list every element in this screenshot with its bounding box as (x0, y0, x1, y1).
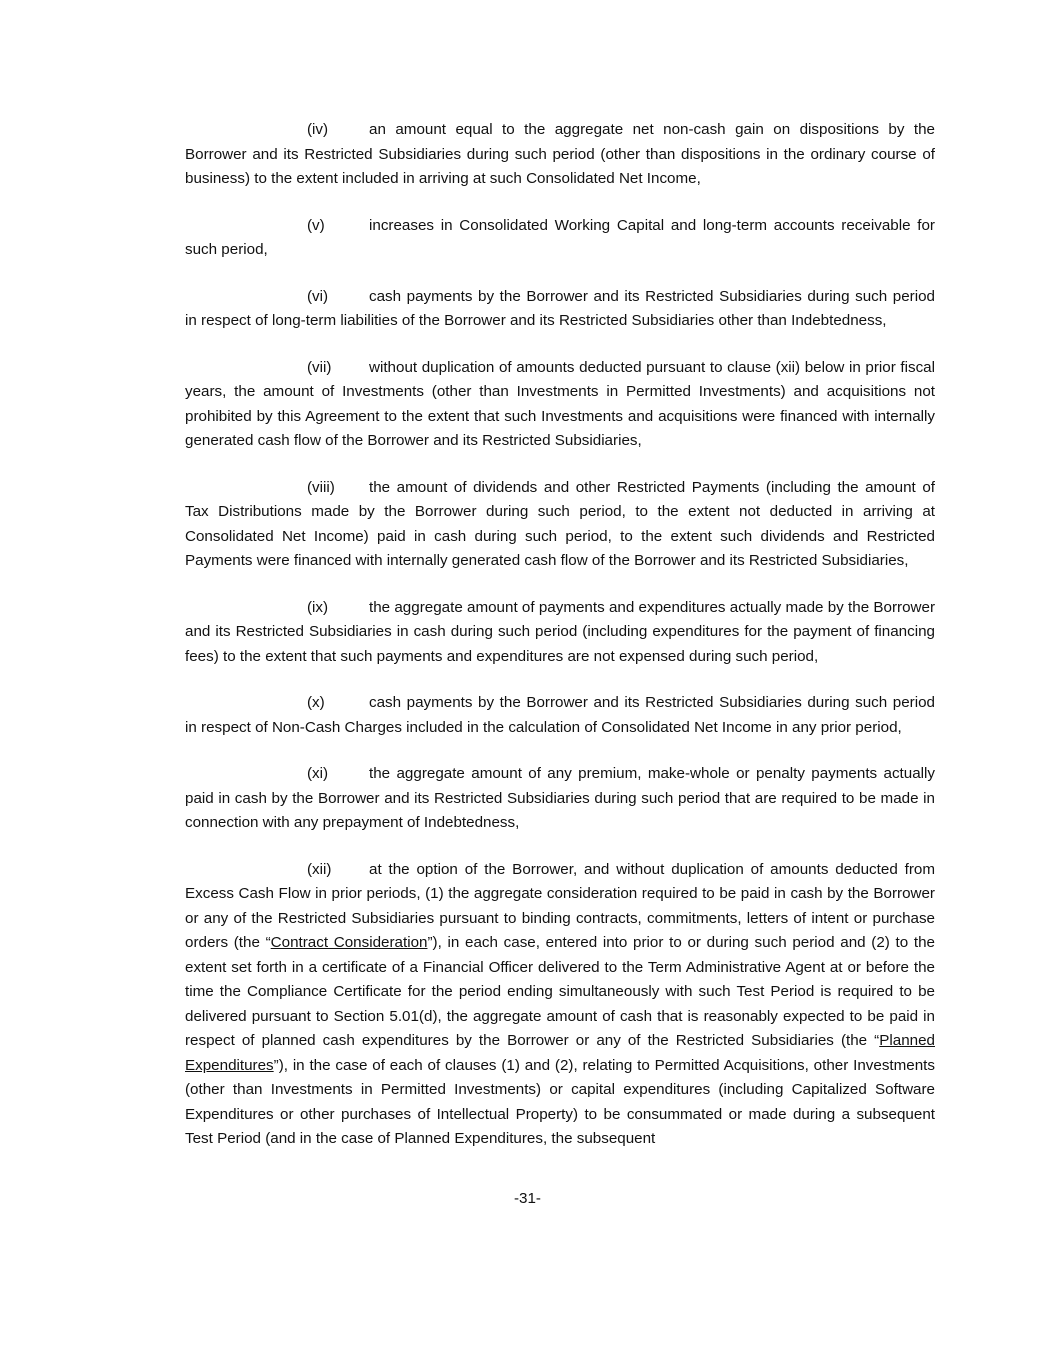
clause-paragraph (185, 476, 935, 574)
clause-marker: (ix) (307, 598, 329, 616)
clause-text: increases in Consolidated Working Capital and long-term accounts receivable for such period, (185, 216, 935, 258)
defined-term-planned-expenditures: Planned Expenditures (185, 1032, 935, 1074)
clause-text: the aggregate amount of payments and expenditures actually made by the Borrower and its Restricted Subsidiaries in cash during such period (including expenditures for the payment of financing fees) to the extent that such payments and expenditures are not expensed during such period, (185, 598, 935, 665)
clause-paragraph (185, 214, 935, 263)
clause-paragraph-xii (185, 858, 935, 1152)
clause-marker: (x) (307, 694, 325, 711)
clause-text-segment-2: ”), in each case, entered into prior to or during such period and (2) to the extent set forth in a certificate of a Financial Officer delivered to the Term Administrative Agent at or before the time the Compliance Certificate for the period ending simultaneously with such Test Period is required to be delivered pursuant to Section 5.01(d), the aggregate amount of cash that is reasonably expected to be paid in respect of planned cash expenditures by the Borrower or any of the Restricted Subsidiaries (the “ (185, 934, 935, 1049)
clause-paragraph (185, 356, 935, 454)
clause-text: the aggregate amount of any premium, make-whole or penalty payments actually paid in cash by the Borrower and its Restricted Subsidiaries during such period that are required to be made in connection with any prepayment of Indebtedness, (185, 765, 935, 831)
clause-marker: (vii) (307, 358, 332, 376)
clause-marker: (xi) (307, 765, 329, 782)
clause-text: without duplication of amounts deducted pursuant to clause (xii) below in prior fiscal years, the amount of Investments (other than Investments in Permitted Investments) and acquisitions not prohibited by this Agreement to the extent that such Investments and acquisitions were financed with internally generated cash flow of the Borrower and its Restricted Subsidiaries, (185, 358, 935, 449)
clause-text: an amount equal to the aggregate net non-cash gain on dispositions by the Borrower and its Restricted Subsidiaries during such period (other than dispositions in the ordinary course of business) to the extent included in arriving at such Consolidated Net Income, (185, 121, 935, 187)
clause-marker: (vi) (307, 287, 329, 305)
clause-text: cash payments by the Borrower and its Restricted Subsidiaries during such period in respect of long-term liabilities of the Borrower and its Restricted Subsidiaries other than Indebtedness, (185, 287, 935, 329)
clause-marker: (v) (307, 216, 325, 234)
clause-marker: (xii) (307, 860, 332, 878)
clause-marker: (iv) (307, 121, 329, 138)
clause-paragraph (185, 118, 935, 192)
clause-paragraph (185, 596, 935, 670)
clause-marker: (viii) (307, 478, 335, 496)
defined-term-contract-consideration: Contract Consideration (270, 934, 428, 951)
clause-text-segment-3: ”), in the case of each of clauses (1) and (2), relating to Permitted Acquisitions, other Investments (other than Investments in Permitted Investments) or capital expenditures (including Capitalized Software Expenditures or other purchases of Intellectual Property) to be consummated or made during a subsequent Test Period (and in the case of Planned Expenditures, the subsequent (185, 1056, 935, 1147)
clause-text: cash payments by the Borrower and its Restricted Subsidiaries during such period in respect of Non-Cash Charges included in the calculation of Consolidated Net Income in any prior period, (185, 694, 935, 736)
document-body (185, 118, 935, 1152)
page-number: -31- (513, 1190, 541, 1207)
clause-paragraph (185, 285, 935, 334)
clause-text-segment-1: at the option of the Borrower, and without duplication of amounts deducted from Excess Cash Flow in prior periods, (1) the aggregate consideration required to be paid in cash by the Borrower or any of the Restricted Subsidiaries pursuant to binding contracts, commitments, letters of intent or purchase orders (the “ (185, 860, 935, 951)
clause-paragraph (185, 762, 935, 836)
clause-text: the amount of dividends and other Restricted Payments (including the amount of Tax Distributions made by the Borrower during such period, to the extent not deducted in arriving at Consolidated Net Income) paid in cash during such period, to the extent such dividends and Restricted Payments were financed with internally generated cash flow of the Borrower and its Restricted Subsidiaries, (185, 478, 935, 569)
clause-paragraph (185, 691, 935, 740)
